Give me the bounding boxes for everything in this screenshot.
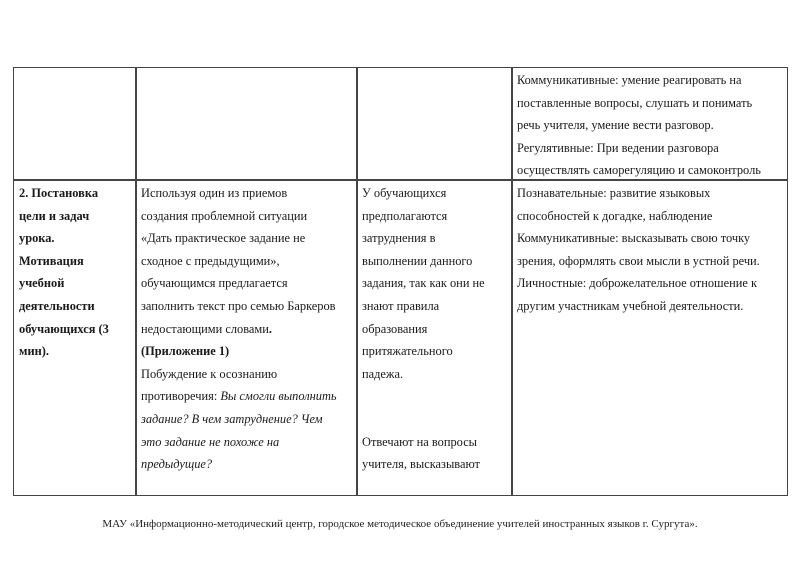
column-divider bbox=[511, 68, 513, 495]
text-line: цели и задач bbox=[19, 208, 90, 223]
text-line: затруднения в bbox=[362, 231, 436, 246]
text-line: зрения, оформлять свои мысли в устной речи. bbox=[517, 253, 760, 268]
text-line: У обучающихся bbox=[362, 186, 447, 200]
text-line: Побуждение к осознанию bbox=[141, 366, 278, 381]
text-fragment: недостающими словами bbox=[141, 321, 269, 336]
appendix-reference: (Приложение 1) bbox=[141, 344, 230, 359]
text-line: речь учителя, умение вести разговор. bbox=[517, 118, 714, 133]
text-line: создания проблемной ситуации bbox=[141, 208, 308, 223]
uud-cell bbox=[517, 69, 761, 182]
text-line: способностей к догадке, наблюдение bbox=[517, 208, 713, 223]
table-row bbox=[14, 68, 787, 181]
question-text: задание? В чем затруднение? Чем bbox=[141, 411, 323, 426]
text-fragment: противоречия: bbox=[141, 389, 221, 404]
column-divider bbox=[356, 68, 358, 495]
text-line: Коммуникативные: высказывать свою точку bbox=[517, 231, 751, 246]
text-line: выполнении данного bbox=[362, 253, 473, 268]
text-line: Познавательные: развитие языковых bbox=[517, 186, 711, 200]
text-line: Отвечают на вопросы bbox=[362, 434, 478, 449]
lesson-plan-table bbox=[13, 67, 788, 496]
text-line: учителя, высказывают bbox=[362, 457, 480, 472]
text-line: обучающимся предлагается bbox=[141, 276, 288, 291]
text-line: заполнить текст про семью Баркеров bbox=[141, 298, 336, 313]
question-text: это задание не похоже на bbox=[141, 434, 280, 449]
question-text: Вы смогли выполнить bbox=[220, 389, 337, 404]
text-line: Используя один из приемов bbox=[141, 186, 288, 200]
uud-cell bbox=[517, 182, 760, 318]
text-line: Регулятивные: При ведении разговора bbox=[517, 140, 719, 155]
text-line: учебной bbox=[19, 276, 65, 291]
text-line: Коммуникативные: умение реагировать на bbox=[517, 73, 742, 87]
text-line: Личностные: доброжелательное отношение к bbox=[517, 276, 757, 291]
text-line: задания, так как они не bbox=[362, 276, 485, 291]
text-line bbox=[141, 385, 337, 408]
text-line: образования bbox=[362, 321, 428, 336]
page-footer: МАУ «Информационно-методический центр, городское методическое объединение учителей иностранных языков г. Сургута». bbox=[102, 518, 698, 530]
text-line: поставленные вопросы, слушать и понимать bbox=[517, 95, 753, 110]
column-divider bbox=[135, 68, 137, 495]
table-row bbox=[14, 181, 787, 496]
teacher-activity-cell bbox=[141, 182, 337, 476]
text-line bbox=[141, 318, 337, 341]
text-line: Мотивация bbox=[19, 253, 84, 268]
text-line: мин). bbox=[19, 344, 49, 359]
text-line: предполагаются bbox=[362, 208, 448, 223]
text-line: падежа. bbox=[362, 366, 404, 381]
text-line: 2. Постановка bbox=[19, 186, 99, 200]
text-line: осуществлять саморегуляцию и самоконтроль bbox=[517, 163, 761, 178]
text-line: сходное с предыдущими», bbox=[141, 253, 280, 268]
stage-cell bbox=[19, 182, 109, 363]
text-line: знают правила bbox=[362, 298, 440, 313]
blank-line bbox=[362, 408, 485, 431]
text-line: «Дать практическое задание не bbox=[141, 231, 306, 246]
text-fragment: . bbox=[268, 321, 272, 336]
text-line: урока. bbox=[19, 231, 55, 246]
text-line: деятельности bbox=[19, 298, 95, 313]
text-line: другим участникам учебной деятельности. bbox=[517, 298, 744, 313]
blank-line bbox=[362, 385, 485, 408]
student-activity-cell bbox=[362, 182, 485, 476]
question-text: предыдущие? bbox=[141, 457, 213, 472]
text-line: притяжательного bbox=[362, 344, 453, 359]
text-line: обучающихся (3 bbox=[19, 321, 109, 336]
